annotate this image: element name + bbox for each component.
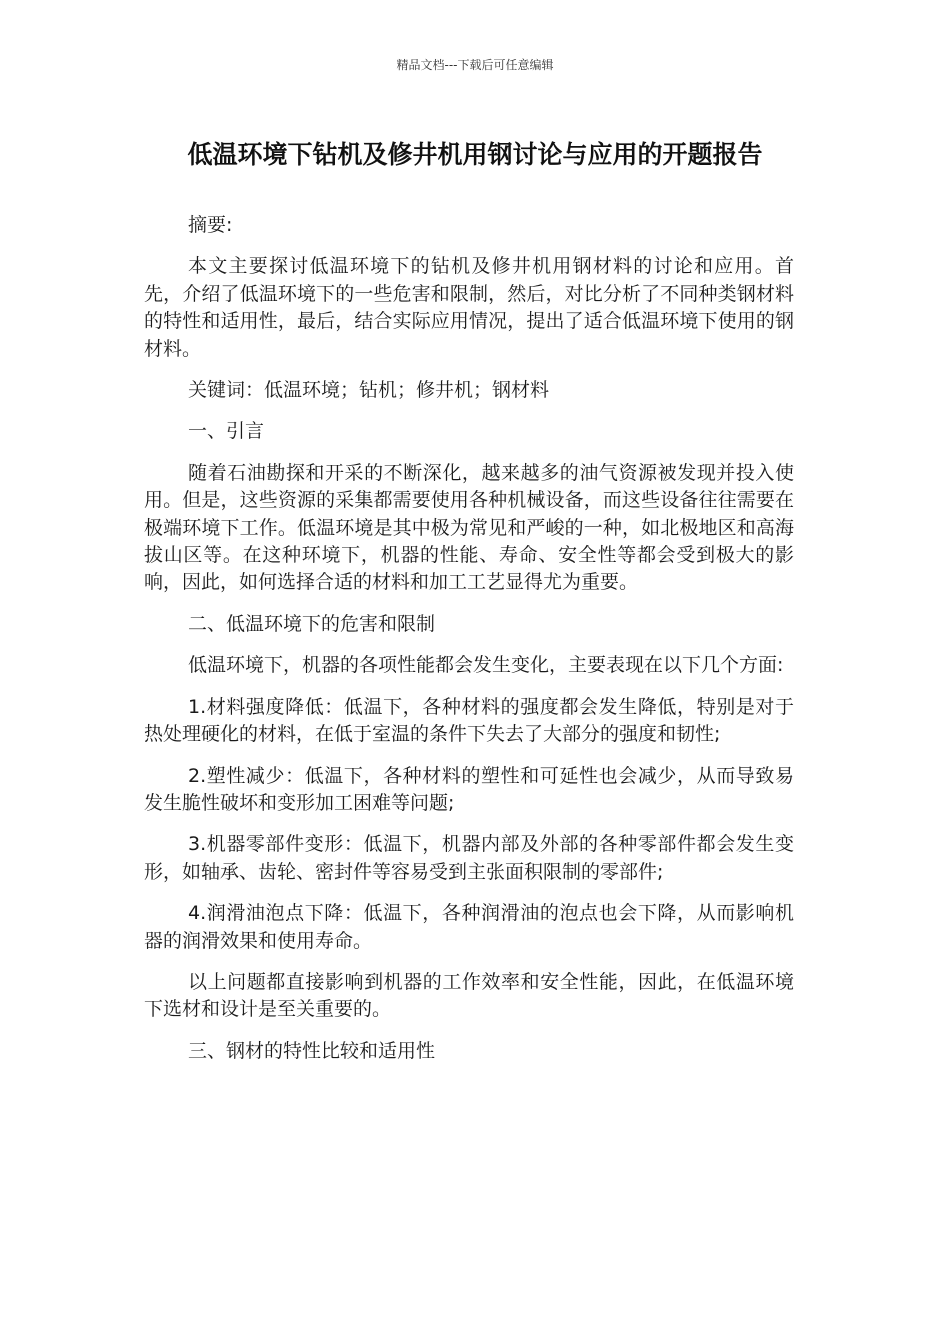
hazard-item-2: 2.塑性减少：低温下，各种材料的塑性和可延性也会减少，从而导致易发生脆性破坏和变形加工困难等问题; <box>144 764 794 814</box>
document-body <box>144 212 794 1079</box>
section-heading-steel-comparison: 三、钢材的特性比较和适用性 <box>188 1039 436 1062</box>
hazards-summary-paragraph: 以上问题都直接影响到机器的工作效率和安全性能，因此，在低温环境下选材和设计是至关重要的。 <box>144 970 794 1021</box>
section-heading-introduction: 一、引言 <box>188 420 265 443</box>
introduction-paragraph: 随着石油勘探和开采的不断深化，越来越多的油气资源被发现并投入使用。但是，这些资源的采集都需要使用各种机械设备，而这些设备往往需要在极端环境下工作。低温环境是其中极为常见和严峻的一种，如北极地区和高海拔山区等。在这种环境下，机器的性能、寿命、安全性等都会受到极大的影响，因此，如何选择合适的材料和加工工艺显得尤为重要。 <box>144 461 794 594</box>
document-title: 低温环境下钻机及修井机用钢讨论与应用的开题报告 <box>187 140 763 169</box>
hazard-item-4: 4.润滑油泡点下降：低温下，各种润滑油的泡点也会下降，从而影响机器的润滑效果和使用寿命。 <box>144 902 794 952</box>
page-header: 精品文档---下载后可任意编辑 <box>396 58 554 72</box>
hazard-item-3: 3.机器零部件变形：低温下，机器内部及外部的各种零部件都会发生变形，如轴承、齿轮、密封件等容易受到主张面积限制的零部件; <box>144 833 794 883</box>
abstract-paragraph: 本文主要探讨低温环境下的钻机及修井机用钢材料的讨论和应用。首先，介绍了低温环境下的一些危害和限制，然后，对比分析了不同种类钢材料的特性和适用性，最后，结合实际应用情况，提出了适合低温环境下使用的钢材料。 <box>144 255 794 360</box>
keywords-line: 关键词：低温环境；钻机；修井机；钢材料 <box>188 379 550 402</box>
abstract-heading: 摘要: <box>188 214 233 236</box>
section-heading-hazards: 二、低温环境下的危害和限制 <box>188 612 436 635</box>
hazards-intro-paragraph: 低温环境下，机器的各项性能都会发生变化，主要表现在以下几个方面: <box>188 654 784 677</box>
hazard-item-1: 1.材料强度降低：低温下，各种材料的强度都会发生降低，特别是对于热处理硬化的材料，在低于室温的条件下失去了大部分的强度和韧性; <box>144 695 794 746</box>
